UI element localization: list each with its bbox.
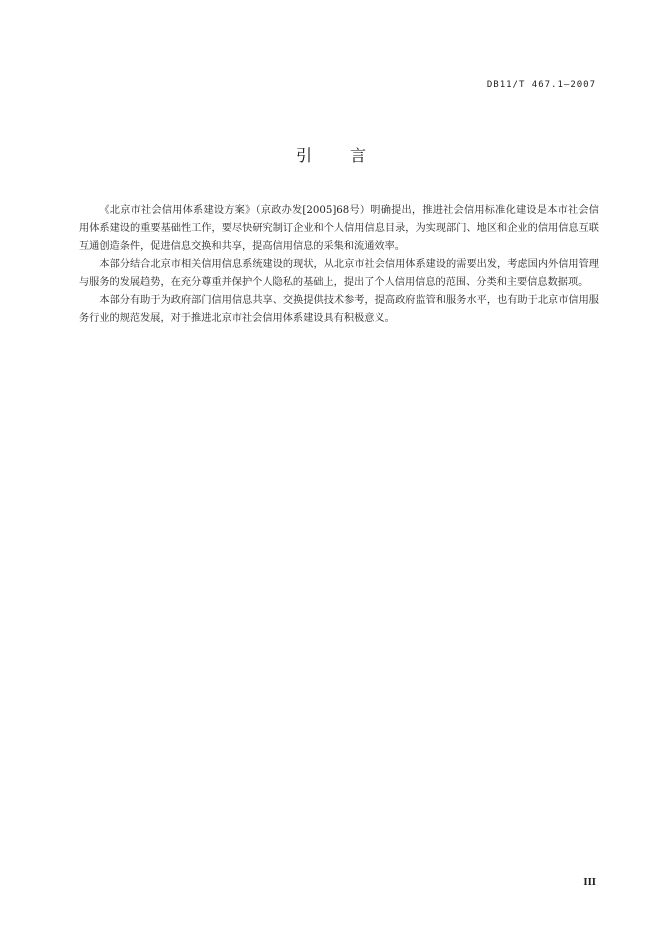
body-text bbox=[79, 202, 599, 328]
paragraph-3: 本部分有助于为政府部门信用信息共享、交换提供技术参考，提高政府监管和服务水平，也有助于北京市信用服务行业的规范发展，对于推进北京市社会信用体系建设具有积极意义。 bbox=[79, 295, 599, 324]
paragraph-2: 本部分结合北京市相关信用信息系统建设的现状，从北京市社会信用体系建设的需要出发，考虑国内外信用管理与服务的发展趋势，在充分尊重并保护个人隐私的基础上，提出了个人信用信息的范围、分类和主要信息数据项。 bbox=[79, 259, 599, 288]
document-code: DB11/T 467.1—2007 bbox=[486, 80, 596, 90]
page-number: III bbox=[583, 878, 596, 888]
paragraph-1: 《北京市社会信用体系建设方案》（京政办发[2005]68号）明确提出，推进社会信用标准化建设是本市社会信用体系建设的重要基础性工作，要尽快研究制订企业和个人信用信息目录，为实现部门、地区和企业的信用信息互联互通创造条件，促进信息交换和共享，提高信用信息的采集和流通效率。 bbox=[79, 205, 599, 252]
section-title: 引言 bbox=[295, 146, 404, 165]
